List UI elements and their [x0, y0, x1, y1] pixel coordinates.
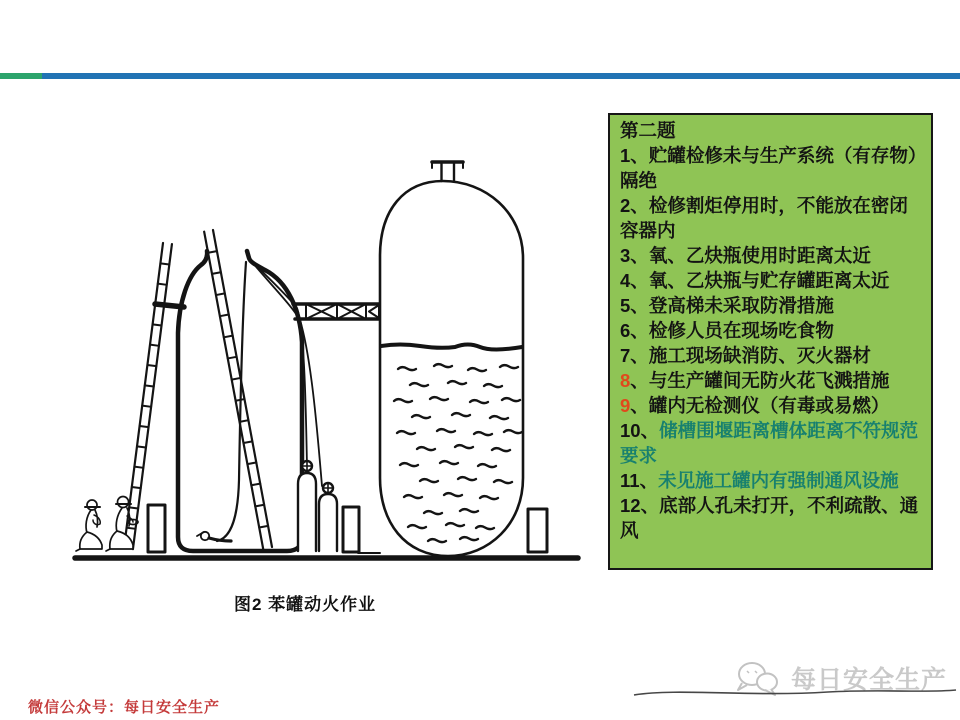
tank-hotwork-diagram: [30, 150, 590, 610]
issue-item: 8、与生产罐间无防火花飞溅措施: [620, 370, 890, 391]
hose-inside: [217, 262, 246, 541]
top-accent-blue-segment: [42, 73, 960, 79]
issue-panel-title: 第二题: [620, 120, 676, 141]
issue-item: 6、检修人员在现场吃食物: [620, 320, 834, 341]
issue-list: [620, 143, 924, 543]
watermark-text: 每日安全生产: [791, 666, 948, 694]
issue-item: 11、未见施工罐内有强制通风设施: [620, 470, 899, 491]
walkway-bridge: [293, 304, 380, 319]
workers-eating: [76, 497, 138, 552]
issue-item: 7、施工现场缺消防、灭火器材: [620, 345, 871, 366]
issue-item: 4、氧、乙炔瓶与贮存罐距离太近: [620, 270, 890, 291]
issue-item: 3、氧、乙炔瓶使用时距离太近: [620, 245, 871, 266]
issue-item: 5、登高梯未采取防滑措施: [620, 295, 834, 316]
issue-item: 2、检修割炬停用时，不能放在密闭容器内: [620, 195, 908, 241]
wechat-account-label: 微信公众号：每日安全生产: [28, 699, 221, 716]
issue-item: 9、罐内无检测仪（有毒或易燃）: [620, 395, 890, 416]
top-nozzle: [432, 162, 463, 181]
issue-item: 1、贮罐检修未与生产系统（有存物）隔绝: [620, 145, 918, 191]
right-tank-shell: [380, 181, 523, 556]
top-accent-bar: [0, 73, 960, 79]
gas-cylinders: [298, 461, 337, 551]
figure-caption: 图2 苯罐动火作业: [234, 595, 377, 614]
top-accent-green-segment: [0, 73, 42, 79]
issue-item: 10、储槽围堰距离槽体距离不符规范要求: [620, 420, 919, 466]
right-tank: [380, 162, 523, 556]
issue-item: 12、底部人孔未打开，不利疏散、通风: [620, 495, 919, 541]
underline-swoosh: [628, 684, 960, 700]
ground-line: [75, 553, 578, 558]
issue-panel: [608, 113, 933, 570]
